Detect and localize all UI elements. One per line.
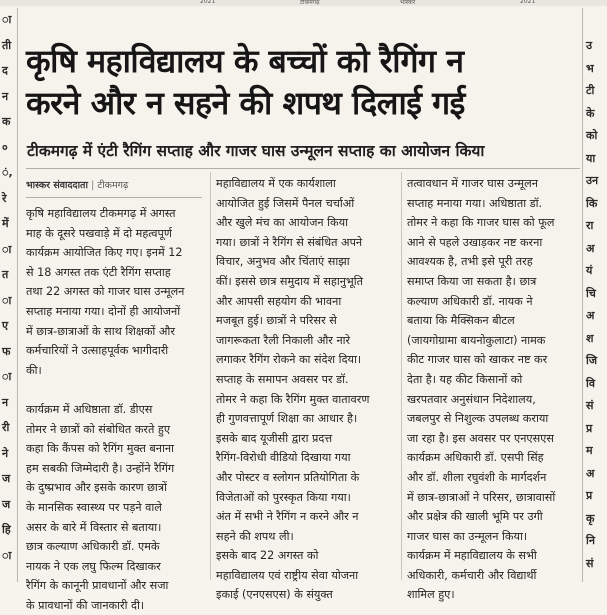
article-line: और डॉ. शीला रघुवंशी के मार्गदर्शन (407, 470, 547, 484)
column-separator (210, 172, 211, 580)
article-line: तोमर ने छात्रों को संबोधित करते हुए (26, 422, 171, 436)
article-line: विचार, अनुभव और चिंताएं साझा (216, 255, 350, 269)
neighbor-text-fragment: अ (586, 309, 595, 322)
article-line: तोमर ने कहा कि रैगिंग मुक्त वातावरण (216, 392, 370, 406)
article-line: सप्ताह के समापन अवसर पर डॉ. (216, 372, 349, 386)
column-separator (401, 172, 402, 580)
top-strip-text: 2021 (520, 0, 536, 5)
article-line: महाविद्यालय एवं राष्ट्रीय सेवा योजना (216, 568, 359, 582)
article-line: और प्रक्षेत्र की खाली भूमि पर उगी (407, 510, 543, 524)
article-line: जा रहा है। इस अवसर पर एनएसएस (407, 431, 554, 445)
left-neighbor-column (0, 0, 16, 582)
neighbor-text-fragment: सं (586, 556, 594, 570)
neighbor-text-fragment: ती (2, 38, 12, 52)
article-line: आने से पहले उखाड़कर नष्ट करना (407, 235, 543, 249)
neighbor-text-fragment: न (2, 395, 9, 409)
neighbor-text-fragment: जि (586, 354, 598, 367)
neighbor-text-fragment: ज (2, 497, 11, 511)
article-line: छात्र कल्याण अधिकारी डॉ. एमके (26, 540, 160, 554)
article-line: इसके बाद यूजीसी द्वारा प्रदत्त (216, 431, 333, 445)
neighbor-text-fragment: कृ (586, 511, 595, 525)
article-line: अंत में सभी ने रैगिंग न करने और न (216, 510, 359, 524)
right-column-divider (582, 8, 583, 582)
neighbor-text-fragment: प्र (586, 489, 593, 502)
article-line: आयोजित हुई जिसमें पैनल चर्चाओं (216, 196, 355, 210)
article-line: कार्यक्रम अधिकारी डॉ. एसपी सिंह (407, 451, 544, 465)
article-line: इकाई (एनएसएस) के संयुक्त (216, 588, 333, 602)
article-line: कीट गाजर घास को खाकर नष्ट कर (407, 353, 548, 367)
right-neighbor-column (584, 0, 607, 582)
article-column-3 (407, 174, 579, 605)
neighbor-text-fragment: यं (586, 264, 593, 277)
article-line: कार्यक्रम में अधिष्ठाता डॉ. डीएस (26, 402, 153, 416)
neighbor-text-fragment: चि (586, 286, 596, 300)
subheadline-rule (26, 168, 580, 169)
article-line: देता है। यह कीट किसानों को (407, 372, 523, 386)
neighbor-text-fragment: ने (2, 446, 9, 460)
neighbor-text-fragment: श (586, 331, 594, 345)
neighbor-text-fragment: द (2, 64, 8, 77)
neighbor-text-fragment: प्र (586, 421, 593, 435)
article-line: आवश्यक है, तभी इसे पूरी तरह (407, 255, 533, 269)
left-column-divider (17, 8, 18, 582)
article-line: सप्ताह मनाया गया। दोनों ही आयोजनों (26, 304, 181, 318)
byline-rule (26, 197, 202, 198)
top-strip-text: भास्कर (400, 0, 416, 6)
neighbor-text-fragment: ा (2, 13, 12, 26)
neighbor-text-fragment: को (586, 129, 598, 142)
neighbor-text-fragment: ० (2, 140, 8, 154)
article-line: कार्यक्रम आयोजित किए गए। इनमें 12 (26, 246, 183, 260)
article-line: सहने की शपथ ली। (216, 529, 294, 543)
article-line: अधिकारी, कर्मचारी और विद्यार्थी (407, 568, 537, 582)
article-line: नायक ने एक लघु फिल्म दिखाकर (26, 559, 161, 573)
neighbor-text-fragment: उन (586, 174, 599, 187)
byline-box (26, 176, 202, 195)
article-line: और खुले मंच का आयोजन किया (216, 216, 349, 230)
byline-reporter: भास्कर संवाददाता (26, 180, 88, 191)
article-line: लगाकर रैगिंग रोकने का संदेश दिया। (216, 353, 362, 367)
neighbor-text-fragment: रा (586, 219, 594, 232)
article-line: गया। छात्रों ने रैगिंग से संबंधित अपने (216, 235, 363, 249)
neighbor-text-fragment: सं (586, 399, 594, 412)
neighbor-text-fragment: ज (2, 472, 11, 485)
article-line: और आपसी सहयोग की भावना (216, 294, 342, 308)
article-line: रैगिंग-विरोधी वीडियो दिखाया गया (216, 451, 351, 465)
article-column-1 (26, 204, 204, 615)
neighbor-text-fragment: नि (586, 534, 595, 547)
byline-location: टीकमगढ़ (97, 180, 129, 191)
neighbor-text-fragment: त (2, 268, 9, 281)
article-line: में छात्र-छात्राओं के साथ शिक्षकों और (26, 324, 175, 338)
article-line: के दुष्प्रभाव और इसके कारण छात्रों (26, 481, 167, 495)
subheadline: टीकमगढ़ में एंटी रैगिंग सप्ताह और गाजर घास उन्मूलन सप्ताह का आयोजन किया (27, 142, 485, 160)
neighbor-text-fragment: क (2, 115, 11, 128)
article-line: और पोस्टर व स्लोगन प्रतियोगिता के (216, 470, 360, 484)
article-line: शामिल हुए। (407, 588, 455, 602)
article-line: माह के दूसरे पखवाड़े में दो महत्वपूर्ण (26, 226, 172, 240)
neighbor-text-fragment: ा (2, 548, 12, 562)
neighbor-text-fragment: ा (2, 293, 12, 307)
neighbor-text-fragment: ा (2, 370, 12, 383)
neighbor-text-fragment: री (2, 421, 10, 434)
article-line: गाजर घास का उन्मूलन किया। (407, 529, 528, 543)
top-strip-text: टीकमगढ़ (300, 0, 320, 6)
article-line: हम सबकी जिम्मेदारी है। उन्होंने रैगिंग (26, 461, 175, 475)
neighbor-text-fragment: अ (586, 466, 595, 480)
article-line: कहा कि कैंपस को रैगिंग मुक्त बनाना (26, 442, 174, 456)
top-strip-text: 2021 (200, 0, 216, 5)
article-line: जागरूकता रैली निकाली और नारे (216, 333, 351, 347)
article-line: महाविद्यालय में एक कार्यशाला (216, 177, 336, 190)
article-line: समाप्त किया जा सकता है। छात्र (407, 274, 537, 288)
article-line: विजेताओं को पुरस्कृत किया गया। (216, 490, 351, 504)
neighbor-text-fragment: या (586, 151, 596, 165)
article-line: खरपतवार अनुसंधान निदेशालय, (407, 392, 536, 406)
neighbor-text-fragment: कि (586, 196, 598, 210)
neighbor-text-fragment: ा (2, 242, 12, 256)
article-line: तोमर ने कहा कि गाजर घास को फूल (407, 216, 555, 230)
article-column-2 (216, 174, 396, 605)
article-line: मजबूत हुई। छात्रों ने परिसर से (216, 314, 337, 328)
neighbor-text-fragment: उ (586, 39, 593, 52)
article-line: (जायगोग्रामा बायनोकुलाटा) नामक (407, 333, 546, 347)
article-line: कृषि महाविद्यालय टीकमगढ़ में अगस्त (26, 207, 176, 220)
article-line: रैगिंग के कानूनी प्रावधानों और सजा (26, 579, 169, 593)
neighbor-text-fragment: टी (586, 84, 595, 97)
byline: भास्कर संवाददाता | टीकमगढ़ (26, 180, 129, 191)
headline-line-1: कृषि महाविद्यालय के बच्चों को रैगिंग न (26, 42, 464, 80)
neighbor-text-fragment: म (586, 444, 593, 457)
article-line: इसके बाद 22 अगस्त को (216, 549, 319, 563)
article-line: कर्मचारियों ने उत्साहपूर्वक भागीदारी (26, 344, 169, 358)
neighbor-text-fragment: के (586, 106, 595, 120)
neighbor-text-fragment: ं, (2, 166, 13, 179)
article-line (26, 380, 204, 400)
neighbor-text-fragment: वि (586, 376, 595, 390)
neighbor-text-fragment: भ (586, 61, 594, 75)
neighbor-text-fragment: हि (2, 523, 11, 536)
cropped-top-strip (0, 0, 607, 6)
article-line: ही गुणवत्तापूर्ण शिक्षा का आधार है। (216, 412, 358, 426)
article-line: बताया कि मैक्सिकन बीटल (407, 314, 515, 328)
article-line: कार्यक्रम में महाविद्यालय के सभी (407, 549, 537, 563)
article-line: में छात्र-छात्राओं ने परिसर, छात्रावासों (407, 490, 556, 504)
neighbor-text-fragment: फ (2, 344, 11, 358)
article-line: असर के बारे में विस्तार से बताया। (26, 520, 162, 534)
article-line: की। (26, 363, 42, 377)
neighbor-text-fragment: ए (2, 319, 9, 332)
neighbor-text-fragment: रे (2, 191, 7, 205)
headline-line-2: करने और न सहने की शपथ दिलाई गई (26, 84, 465, 122)
article-line: से 18 अगस्त तक एंटी रैगिंग सप्ताह (26, 265, 171, 279)
neighbor-text-fragment: में (2, 217, 9, 230)
article-line: तत्वावधान में गाजर घास उन्मूलन (407, 177, 538, 190)
article-line: के मानसिक स्वास्थ्य पर पड़ने वाले (26, 500, 162, 514)
neighbor-text-fragment: न (2, 89, 9, 103)
article-line: जबलपुर से निशुल्क उपलब्ध कराया (407, 412, 549, 426)
article-line: कल्याण अधिकारी डॉ. नायक ने (407, 294, 533, 308)
article-line: तथा 22 अगस्त को गाजर घास उन्मूलन (26, 285, 185, 299)
article-line: के प्रावधानों की जानकारी दी। (26, 598, 145, 612)
neighbor-text-fragment: अ (586, 241, 595, 255)
article-line: कीं। इससे छात्र समुदाय में सहानुभूति (216, 274, 364, 288)
article-line: सप्ताह मनाया गया। अधिष्ठाता डॉ. (407, 196, 543, 210)
